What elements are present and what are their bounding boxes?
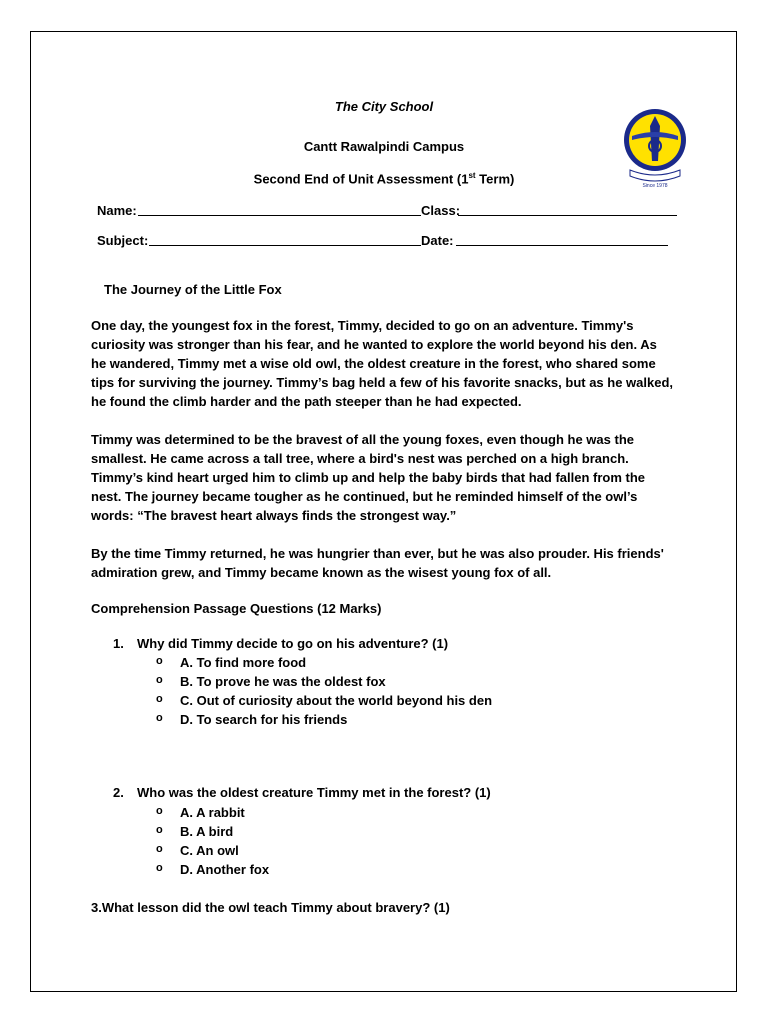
subject-field[interactable] <box>149 233 421 246</box>
option-text: A. To find more food <box>180 655 307 670</box>
option-text: B. A bird <box>180 824 234 839</box>
passage-line: curiosity was stronger than his fear, and he wanted to explore the world beyond his den. As <box>91 337 657 352</box>
name-label: Name: <box>97 203 137 218</box>
assessment-sup: st <box>468 171 476 180</box>
option-text: C. Out of curiosity about the world beyond his den <box>180 693 493 708</box>
school-logo <box>620 106 690 190</box>
option-text: C. An owl <box>180 843 239 858</box>
question-3-text: 3.What lesson did the owl teach Timmy about bravery? (1) <box>91 900 450 915</box>
date-label: Date: <box>421 233 454 248</box>
question-1-text: Why did Timmy decide to go on his adventure? (1) <box>137 636 449 651</box>
name-field[interactable] <box>138 203 421 216</box>
logo-text: Since 1978 <box>642 183 668 189</box>
assessment-prefix: Second End of Unit Assessment (1 <box>253 171 469 187</box>
bullet-icon: o <box>156 712 163 724</box>
passage-line: he found the climb harder and the path steeper than he had expected. <box>91 394 522 409</box>
passage-line: admiration grew, and Timmy became known as the wisest young fox of all. <box>91 565 552 580</box>
passage-line: By the time Timmy returned, he was hungrier than ever, but he was also prouder. His friends' <box>91 546 664 561</box>
passage-line: Timmy was determined to be the bravest of all the young foxes, even though he was the <box>91 432 634 447</box>
option-text: B. To prove he was the oldest fox <box>180 674 386 689</box>
option-text: A. A rabbit <box>180 805 245 820</box>
campus-name: Cantt Rawalpindi Campus <box>303 139 465 154</box>
passage-line: smallest. He came across a tall tree, where a bird's nest was perched on a high branch. <box>91 451 629 466</box>
bullet-icon: o <box>156 805 163 817</box>
passage-title: The Journey of the Little Fox <box>104 282 282 297</box>
passage-line: words: “The bravest heart always finds the strongest way.” <box>91 508 457 523</box>
school-name: The City School <box>334 99 434 114</box>
bullet-icon: o <box>156 824 163 836</box>
class-field[interactable] <box>458 203 677 216</box>
passage-line: tips for surviving the journey. Timmy’s bag held a few of his favorite snacks, but as he walked, <box>91 375 674 390</box>
passage-paragraph-1 <box>91 316 691 411</box>
date-field[interactable] <box>456 233 668 246</box>
passage-line: One day, the youngest fox in the forest, Timmy, decided to go on an adventure. Timmy's <box>91 318 634 333</box>
passage-paragraph-3 <box>91 544 691 582</box>
passage-line: Timmy’s kind heart urged him to climb up and help the baby birds that had fallen from the <box>91 470 646 485</box>
bullet-icon: o <box>156 862 163 874</box>
option-text: D. To search for his friends <box>180 712 348 727</box>
question-1-number: 1. <box>113 636 124 651</box>
passage-line: he wandered, Timmy met a wise old owl, the oldest creature in the forest, who shared some <box>91 356 656 371</box>
questions-heading: Comprehension Passage Questions (12 Marks) <box>91 601 382 616</box>
bullet-icon: o <box>156 655 163 667</box>
option-text: D. Another fox <box>180 862 270 877</box>
subject-label: Subject: <box>97 233 149 248</box>
passage-line: nest. The journey became tougher as he continued, but he reminded himself of the owl’s <box>91 489 638 504</box>
bullet-icon: o <box>156 674 163 686</box>
bullet-icon: o <box>156 693 163 705</box>
assessment-suffix: Term) <box>475 171 515 187</box>
passage-paragraph-2 <box>91 430 691 525</box>
class-label: Class: <box>421 203 461 218</box>
bullet-icon: o <box>156 843 163 855</box>
question-2-text: Who was the oldest creature Timmy met in the forest? (1) <box>137 785 491 800</box>
question-2-number: 2. <box>113 785 124 800</box>
